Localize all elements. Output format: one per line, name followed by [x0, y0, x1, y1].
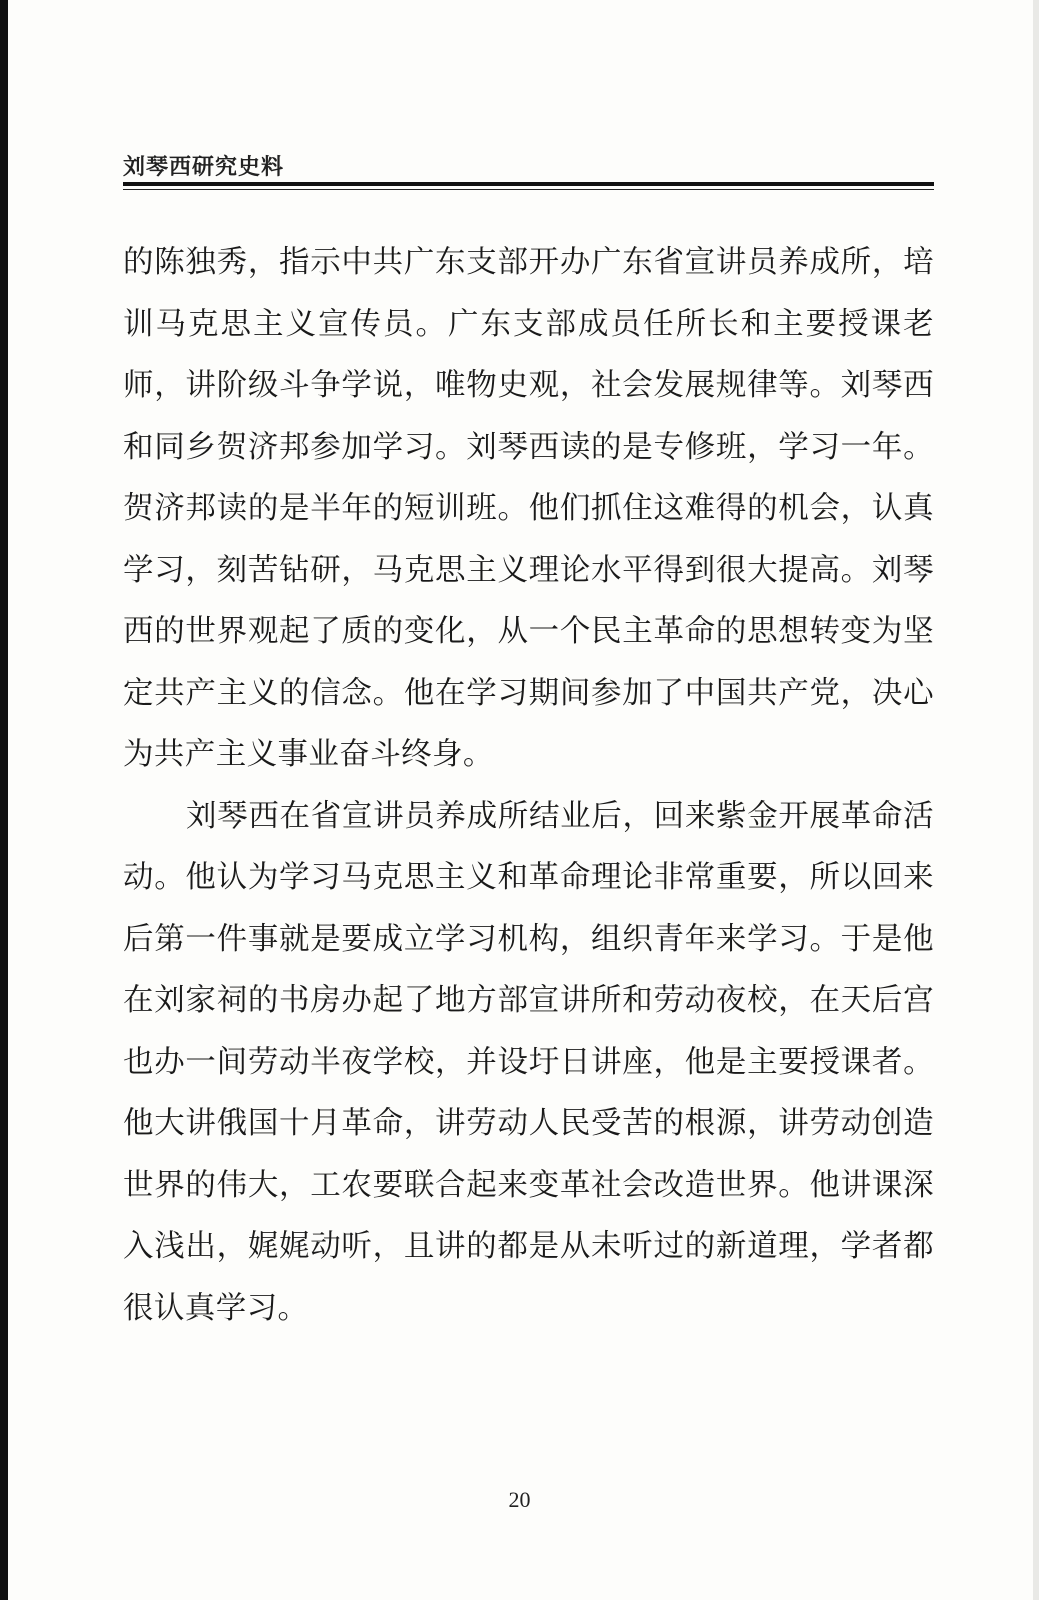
paragraph: 刘琴西在省宣讲员养成所结业后，回来紫金开展革命活动。他认为学习马克思主义和革命理论非常重要，所以回来后第一件事就是要成立学习机构，组织青年来学习。于是他在刘家祠的书房办起了地方部宣讲所和劳动夜校，在天后宫也办一间劳动半夜学校，并设圩日讲座，他是主要授课者。他大讲俄国十月革命，讲劳动人民受苦的根源，讲劳动创造世界的伟大，工农要联合起来变革社会改造世界。他讲课深入浅出，娓娓动听，且讲的都是从未听过的新道理，学者都很认真学习。: [123, 798, 934, 1326]
header-rule-thin: [123, 189, 934, 190]
running-header-title: 刘琴西研究史料: [123, 155, 285, 180]
scan-right-edge: [1033, 0, 1039, 1600]
paragraph-continued: 的陈独秀，指示中共广东支部开办广东省宣讲员养成所，培训马克思主义宣传员。广东支部成员任所长和主要授课老师，讲阶级斗争学说，唯物史观，社会发展规律等。刘琴西和同乡贺济邦参加学习。刘琴西读的是专修班，学习一年。贺济邦读的是半年的短训班。他们抓住这难得的机会，认真学习，刻苦钻研，马克思主义理论水平得到很大提高。刘琴西的世界观起了质的变化，从一个民主革命的思想转变为坚定共产主义的信念。他在学习期间参加了中国共产党，决心为共产主义事业奋斗终身。: [123, 245, 934, 772]
body-text: [123, 232, 934, 1339]
page-number: 20: [508, 1487, 531, 1512]
header-rule-thick: [123, 182, 934, 186]
scan-left-edge: [0, 0, 8, 1600]
